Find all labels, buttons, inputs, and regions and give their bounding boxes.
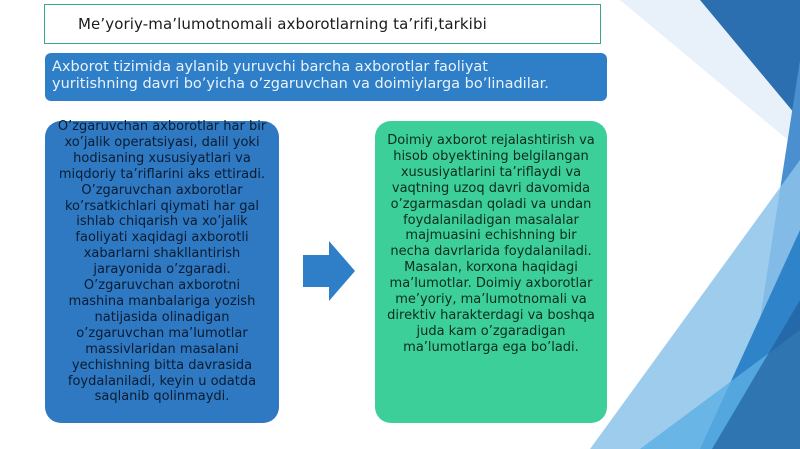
constant-info-card bbox=[375, 121, 607, 423]
variable-info-text: O’zgaruvchan axborotlar har bir xo’jalik operatsiyasi, dalil yoki hodisaning xususiyatlari va miqdoriy ta’riflarini aks ettiradi. O’zgaruvchan axborotlar ko’rsatkichlari qiymati har gal ishlab chiqarish va xo’jalik faoliyati xaqidagi axborotli xabarlarni shakllantirish jarayonida o’zgaradi. O’zgaruvchan axborotni mashina manbalariga yozish natijasida olinadigan o’zgaruvchan ma’lumotlar massivlaridan masalani yechishning bitta davrasida foydalaniladi, keyin u odatda saqlanib qolinmaydi. bbox=[57, 119, 267, 405]
slide-title: Me’yoriy-ma’lumotnomali axborotlarning ta’rifi,tarkibi bbox=[78, 15, 487, 33]
banner: Axborot tizimida aylanib yuruvchi barcha axborotlar faoliyat yuritishning davri bo’yicha o’zgaruvchan va doimiylarga bo’linadilar. bbox=[45, 53, 607, 101]
variable-info-card bbox=[45, 121, 279, 423]
title-box bbox=[44, 4, 601, 44]
right-arrow-icon bbox=[303, 241, 355, 301]
constant-info-text: Doimiy axborot rejalashtirish va hisob obyektining belgilangan xususiyatlarini ta’riflaydi va vaqtning uzoq davri davomida o’zgarmasdan qoladi va undan foydalaniladigan masalalar majmuasini echishning bir necha davrlarida foydalaniladi. Masalan, korxona haqidagi ma’lumotlar. Doimiy axborotlar me’yoriy, ma’lumotnomali va direktiv harakterdagi va boshqa juda kam o’zgaradigan ma’lumotlarga ega bo’ladi. bbox=[387, 133, 595, 355]
